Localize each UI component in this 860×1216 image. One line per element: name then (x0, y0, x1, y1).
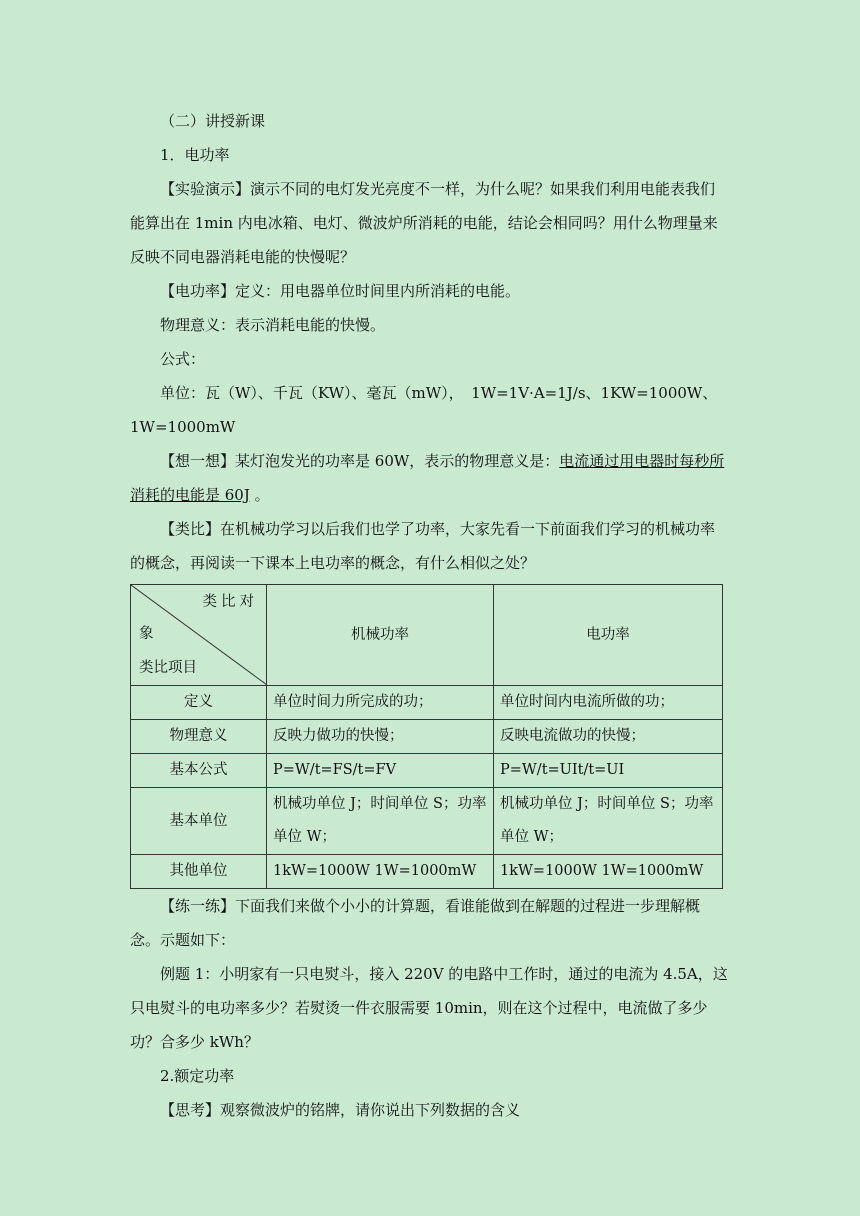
row-label: 基本公式 (131, 754, 267, 788)
table-header-row (131, 585, 723, 686)
table-row (131, 855, 723, 889)
think-paragraph (130, 444, 728, 512)
row-label: 物理意义 (131, 720, 267, 754)
row-label: 基本单位 (131, 788, 267, 855)
mech-cell: 单位时间力所完成的功； (267, 686, 494, 720)
analogy-tag: 【类比】 (160, 520, 221, 538)
elec-cell: 1kW=1000W 1W=1000mW (494, 855, 723, 889)
think-end: 。 (249, 486, 270, 504)
corner-mid-label: 象 (139, 626, 154, 642)
row-label: 其他单位 (131, 855, 267, 889)
corner-bottom-label: 类比项目 (139, 660, 197, 676)
power-definition (130, 274, 728, 308)
think-answer: 电流通过用电器时每秒所消耗的电能是 60J (130, 452, 725, 504)
elec-cell: 机械功单位 J；时间单位 S；功率单位 W； (494, 788, 723, 855)
table-row (131, 686, 723, 720)
analogy-text: 在机械功学习以后我们也学了功率，大家先看一下前面我们学习的机械功率的概念，再阅读一下课本上电功率的概念，有什么相似之处？ (130, 520, 716, 572)
table-row (131, 720, 723, 754)
analogy-paragraph (130, 512, 728, 580)
document-body (130, 104, 728, 1127)
table-row (131, 754, 723, 788)
physical-meaning: 物理意义：表示消耗电能的快慢。 (160, 316, 386, 334)
mech-cell: P=W/t=FS/t=FV (267, 754, 494, 788)
mech-cell: 机械功单位 J；时间单位 S；功率单位 W； (267, 788, 494, 855)
practice-tag: 【练一练】 (160, 897, 236, 915)
corner-top-label: 类比对 (202, 594, 258, 610)
ponder-text: 观察微波炉的铭牌，请你说出下列数据的含义 (220, 1101, 521, 1119)
think-text: 某灯泡发光的功率是 60W，表示的物理意义是： (235, 452, 560, 470)
elec-cell: P=W/t=UIt/t=UI (494, 754, 723, 788)
experiment-text: 演示不同的电灯发光亮度不一样，为什么呢？如果我们利用电能表我们能算出在 1min 内电冰箱、电灯、微波炉所消耗的电能，结论会相同吗？用什么物理量来反映不同电器消耗电能的快慢呢？ (130, 180, 718, 266)
diagonal-header-cell (131, 585, 267, 686)
subsection-title-1: 1．电功率 (160, 146, 230, 164)
practice-paragraph (130, 889, 728, 957)
practice-text: 下面我们来做个小小的计算题，看谁能做到在解题的过程进一步理解概念。示题如下： (130, 897, 701, 949)
section-heading: （二）讲授新课 (160, 112, 266, 130)
row-label: 定义 (131, 686, 267, 720)
subsection-title-2: 2.额定功率 (160, 1067, 235, 1085)
elec-cell: 反映电流做功的快慢； (494, 720, 723, 754)
comparison-table (130, 584, 723, 889)
mech-cell: 1kW=1000W 1W=1000mW (267, 855, 494, 889)
experiment-paragraph (130, 172, 728, 274)
column-header-mechanical: 机械功率 (267, 585, 494, 686)
example-problem: 例题 1：小明家有一只电熨斗，接入 220V 的电路中工作时，通过的电流为 4.5A，这只电熨斗的电功率多少？若熨烫一件衣服需要 10min，则在这个过程中，电流做了多少功？合多少 kWh？ (130, 965, 728, 1051)
column-header-electric: 电功率 (494, 585, 723, 686)
units-line: 单位：瓦（W）、千瓦（KW）、毫瓦（mW）， 1W=1V·A=1J/s、1KW=1000W、1W=1000mW (130, 384, 718, 436)
formula-line: 公式： (160, 350, 206, 368)
experiment-tag: 【实验演示】 (160, 180, 251, 198)
power-tag: 【电功率】 (160, 282, 236, 300)
elec-cell: 单位时间内电流所做的功； (494, 686, 723, 720)
think-tag: 【想一想】 (160, 452, 236, 470)
power-definition-text: 定义：用电器单位时间里内所消耗的电能。 (235, 282, 521, 300)
table-row (131, 788, 723, 855)
mech-cell: 反映力做功的快慢； (267, 720, 494, 754)
ponder-paragraph (130, 1093, 728, 1127)
ponder-tag: 【思考】 (160, 1101, 221, 1119)
